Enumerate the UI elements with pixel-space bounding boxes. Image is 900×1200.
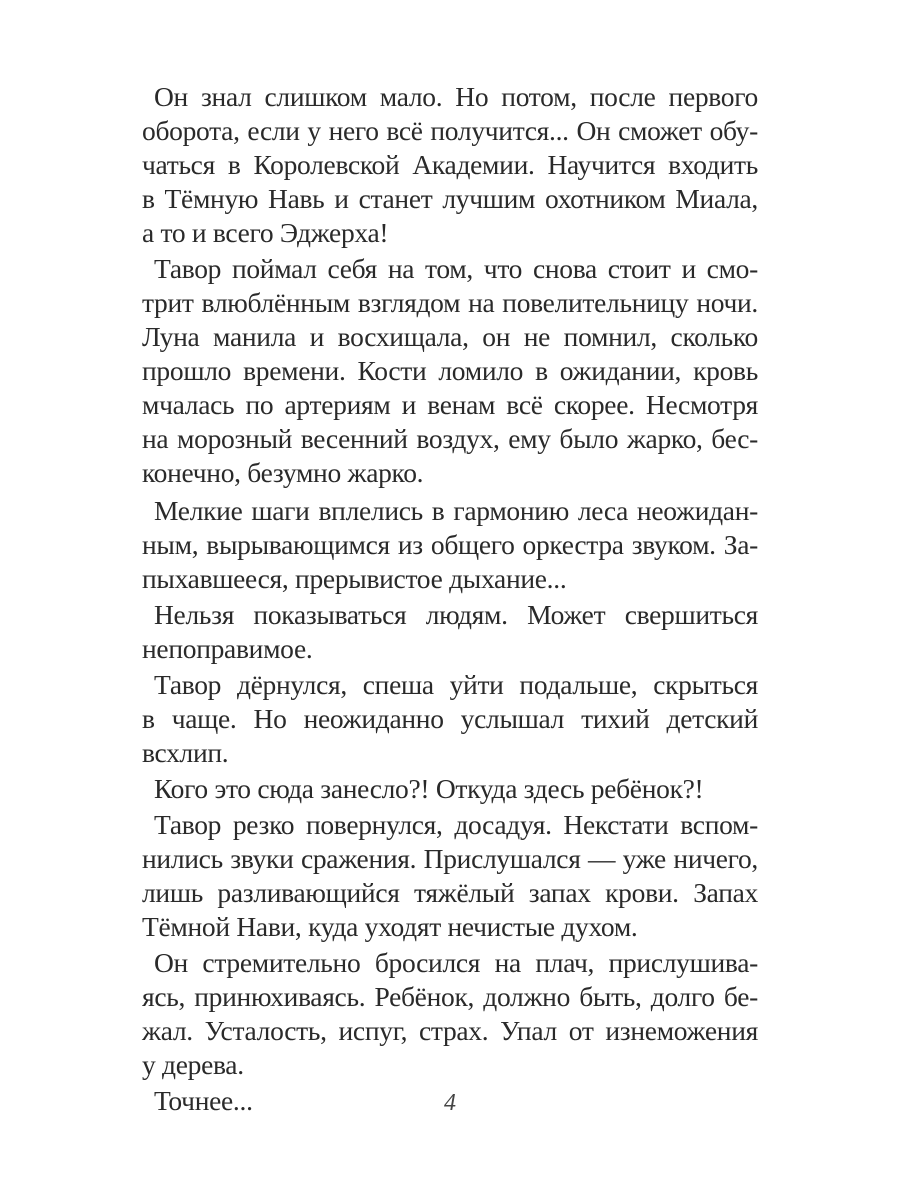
text-line: всхлип. bbox=[142, 737, 229, 768]
text-line: Точнее... bbox=[154, 1085, 253, 1116]
text-line: а то и всего Эджерха! bbox=[142, 217, 389, 248]
text-line: Кого это сюда занесло?! Откуда здесь ребёнок?! bbox=[154, 773, 704, 804]
text-line: пыхавшееся, прерывистое дыхание... bbox=[142, 563, 567, 594]
text-line: в Тёмную Навь и станет лучшим охотником Миала, bbox=[142, 183, 758, 214]
text-line: Он стремительно бросился на плач, прислушива- bbox=[154, 947, 758, 978]
text-line: Нельзя показываться людям. Может свершиться bbox=[154, 599, 758, 630]
text-line: Тавор поймал себя на том, что снова стоит и смо- bbox=[154, 253, 758, 284]
text-line: нились звуки сражения. Прислушался — уже ничего, bbox=[142, 843, 758, 874]
text-line: чаться в Королевской Академии. Научится входить bbox=[142, 149, 758, 180]
text-line: мчалась по артериям и венам всё скорее. Несмотря bbox=[142, 389, 758, 420]
text-line: конечно, безумно жарко. bbox=[142, 457, 424, 488]
text-line: Луна манила и восхищала, он не помнил, сколько bbox=[142, 321, 758, 352]
text-line: лишь разливающийся тяжёлый запах крови. Запах bbox=[142, 877, 758, 908]
text-line: жал. Усталость, испуг, страх. Упал от изнеможения bbox=[142, 1015, 758, 1046]
text-line: оборота, если у него всё получится... Он сможет обу- bbox=[142, 115, 758, 146]
text-line: прошло времени. Кости ломило в ожидании, кровь bbox=[142, 355, 758, 386]
text-line: Мелкие шаги вплелись в гармонию леса неожидан- bbox=[154, 495, 758, 526]
text-line: Он знал слишком мало. Но потом, после первого bbox=[154, 81, 758, 112]
text-line: в чаще. Но неожиданно услышал тихий детский bbox=[142, 703, 758, 734]
text-line: трит влюблённым взглядом на повелительницу ночи. bbox=[142, 287, 758, 318]
text-line: ясь, принюхиваясь. Ребёнок, должно быть, долго бе- bbox=[142, 981, 758, 1012]
text-line: ным, вырывающимся из общего оркестра звуком. За- bbox=[142, 529, 758, 560]
text-line: Тёмной Нави, куда уходят нечистые духом. bbox=[142, 911, 638, 942]
text-line: у дерева. bbox=[142, 1049, 244, 1080]
page-number: 4 bbox=[444, 1090, 456, 1116]
text-line: непоправимое. bbox=[142, 633, 313, 664]
text-line: Тавор дёрнулся, спеша уйти подальше, скрыться bbox=[154, 669, 758, 700]
text-line: Тавор резко повернулся, досадуя. Некстати вспом- bbox=[154, 809, 758, 840]
text-line: на морозный весенний воздух, ему было жарко, бес- bbox=[142, 423, 758, 454]
